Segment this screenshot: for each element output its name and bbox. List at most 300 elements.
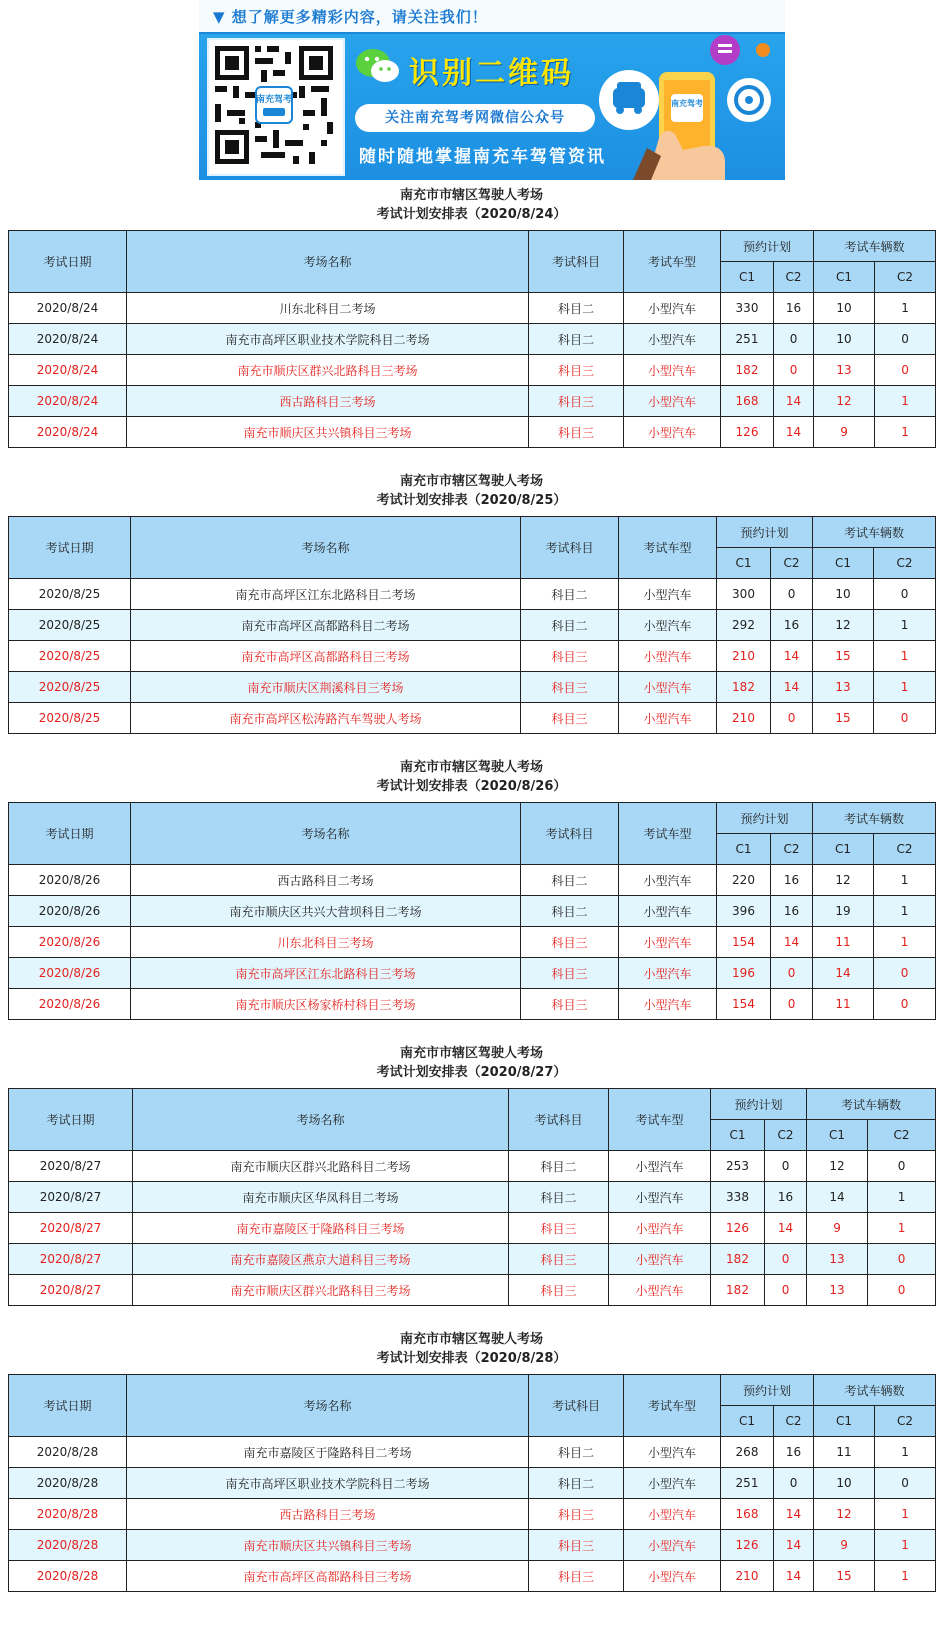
cell-plan-c1: 126 — [721, 417, 774, 448]
cell-cars-c2: 0 — [868, 1244, 936, 1275]
cell-plan-c1: 253 — [711, 1151, 765, 1182]
cell-vehicle: 小型汽车 — [619, 579, 717, 610]
table-row — [9, 579, 936, 610]
header-date: 考试日期 — [9, 1089, 133, 1151]
cell-cars-c2: 1 — [875, 1437, 936, 1468]
cell-subject: 科目三 — [529, 1561, 624, 1592]
table-row — [9, 1530, 936, 1561]
cell-date: 2020/8/25 — [9, 610, 131, 641]
cell-venue: 南充市顺庆区群兴北路科目二考场 — [133, 1151, 509, 1182]
header-date: 考试日期 — [9, 1375, 127, 1437]
header-plan: 预约计划 — [721, 231, 814, 262]
cell-venue: 南充市高坪区高都路科目三考场 — [127, 1561, 529, 1592]
cell-plan-c2: 14 — [774, 1530, 814, 1561]
cell-date: 2020/8/25 — [9, 579, 131, 610]
cell-cars-c2: 0 — [874, 989, 936, 1020]
table-row — [9, 896, 936, 927]
cell-plan-c2: 14 — [774, 1561, 814, 1592]
cell-vehicle: 小型汽车 — [619, 865, 717, 896]
cell-cars-c2: 1 — [875, 417, 936, 448]
cell-venue: 南充市高坪区高都路科目二考场 — [131, 610, 521, 641]
cell-plan-c2: 14 — [765, 1213, 807, 1244]
cell-vehicle: 小型汽车 — [609, 1182, 711, 1213]
cell-cars-c2: 0 — [868, 1151, 936, 1182]
cell-cars-c2: 1 — [874, 896, 936, 927]
cell-cars-c1: 13 — [807, 1244, 868, 1275]
cell-plan-c1: 251 — [721, 324, 774, 355]
cell-vehicle: 小型汽车 — [624, 1530, 721, 1561]
cell-venue: 南充市顺庆区群兴北路科目三考场 — [133, 1275, 509, 1306]
cell-venue: 南充市高坪区职业技术学院科目二考场 — [127, 324, 529, 355]
cell-cars-c2: 0 — [874, 579, 936, 610]
cell-date: 2020/8/27 — [9, 1275, 133, 1306]
cell-plan-c2: 16 — [771, 610, 813, 641]
header-plan: 预约计划 — [721, 1375, 814, 1406]
cell-venue: 南充市顺庆区华凤科目二考场 — [133, 1182, 509, 1213]
cell-venue: 南充市高坪区高都路科目三考场 — [131, 641, 521, 672]
cell-cars-c1: 10 — [814, 324, 875, 355]
cell-venue: 南充市高坪区江东北路科目二考场 — [131, 579, 521, 610]
qr-code-icon — [209, 40, 339, 170]
section-title: 南充市市辖区驾驶人考场 — [399, 760, 543, 775]
cell-plan-c1: 182 — [711, 1244, 765, 1275]
cell-cars-c2: 0 — [874, 703, 936, 734]
section-subtitle: 考试计划安排表（2020/8/26） — [376, 779, 567, 794]
cell-cars-c2: 1 — [875, 293, 936, 324]
banner-tagline: 随时随地掌握南充车驾管资讯 — [359, 147, 606, 167]
cell-cars-c2: 0 — [868, 1275, 936, 1306]
table-row — [9, 1275, 936, 1306]
section-title: 南充市市辖区驾驶人考场 — [399, 1046, 543, 1061]
cell-plan-c1: 396 — [717, 896, 771, 927]
header-date: 考试日期 — [9, 231, 127, 293]
schedule-table — [8, 1374, 936, 1592]
cell-cars-c1: 10 — [814, 1468, 875, 1499]
cell-date: 2020/8/24 — [9, 324, 127, 355]
cell-plan-c2: 16 — [765, 1182, 807, 1213]
header-subject: 考试科目 — [509, 1089, 609, 1151]
header-plan-c2: C2 — [771, 834, 813, 865]
header-cars-c1: C1 — [813, 548, 874, 579]
header-cars: 考试车辆数 — [814, 1375, 936, 1406]
cell-cars-c2: 1 — [875, 1561, 936, 1592]
header-cars: 考试车辆数 — [814, 231, 936, 262]
cell-cars-c2: 1 — [875, 1499, 936, 1530]
cell-date: 2020/8/28 — [9, 1437, 127, 1468]
table-row — [9, 1561, 936, 1592]
cell-cars-c2: 1 — [868, 1213, 936, 1244]
schedule-table — [8, 516, 936, 734]
cell-cars-c2: 0 — [875, 324, 936, 355]
schedule-section — [0, 186, 943, 440]
schedule-section — [0, 758, 943, 1012]
cell-vehicle: 小型汽车 — [624, 1437, 721, 1468]
wechat-promo-banner[interactable] — [199, 0, 785, 180]
wechat-icon — [355, 46, 401, 86]
cell-cars-c1: 14 — [807, 1182, 868, 1213]
cell-plan-c1: 126 — [721, 1530, 774, 1561]
cell-plan-c1: 292 — [717, 610, 771, 641]
table-row — [9, 1213, 936, 1244]
header-vehicle: 考试车型 — [609, 1089, 711, 1151]
cell-venue: 南充市嘉陵区于隆路科目二考场 — [127, 1437, 529, 1468]
table-row — [9, 1437, 936, 1468]
header-plan-c1: C1 — [717, 834, 771, 865]
cell-plan-c2: 0 — [774, 324, 814, 355]
cell-vehicle: 小型汽车 — [624, 293, 721, 324]
cell-date: 2020/8/25 — [9, 672, 131, 703]
cell-subject: 科目三 — [509, 1213, 609, 1244]
cell-date: 2020/8/26 — [9, 958, 131, 989]
cell-vehicle: 小型汽车 — [624, 1499, 721, 1530]
cell-subject: 科目三 — [529, 417, 624, 448]
cell-venue: 南充市顺庆区群兴北路科目三考场 — [127, 355, 529, 386]
cell-cars-c2: 1 — [875, 1530, 936, 1561]
cell-plan-c2: 14 — [771, 641, 813, 672]
cell-venue: 南充市顺庆区荆溪科目三考场 — [131, 672, 521, 703]
banner-header-strip — [199, 0, 785, 34]
cell-subject: 科目三 — [521, 958, 619, 989]
cell-cars-c2: 0 — [874, 958, 936, 989]
cell-cars-c2: 1 — [874, 610, 936, 641]
section-subtitle: 考试计划安排表（2020/8/25） — [376, 493, 567, 508]
scan-qr-title: 识别二维码 — [409, 56, 574, 91]
header-date: 考试日期 — [9, 517, 131, 579]
cell-plan-c2: 14 — [774, 1499, 814, 1530]
cell-vehicle: 小型汽车 — [624, 1468, 721, 1499]
cell-subject: 科目二 — [529, 1468, 624, 1499]
cell-subject: 科目二 — [529, 293, 624, 324]
table-row — [9, 1244, 936, 1275]
cell-cars-c1: 13 — [807, 1275, 868, 1306]
table-row — [9, 989, 936, 1020]
schedule-table — [8, 230, 936, 448]
cell-date: 2020/8/26 — [9, 896, 131, 927]
header-cars: 考试车辆数 — [813, 517, 936, 548]
cell-cars-c1: 15 — [813, 703, 874, 734]
cell-cars-c2: 0 — [875, 1468, 936, 1499]
cell-date: 2020/8/26 — [9, 865, 131, 896]
cell-plan-c1: 182 — [717, 672, 771, 703]
cell-plan-c1: 251 — [721, 1468, 774, 1499]
cell-vehicle: 小型汽车 — [619, 958, 717, 989]
cell-venue: 南充市高坪区松涛路汽车驾驶人考场 — [131, 703, 521, 734]
cell-cars-c1: 12 — [814, 1499, 875, 1530]
cell-subject: 科目二 — [521, 865, 619, 896]
cell-subject: 科目三 — [509, 1275, 609, 1306]
header-plan-c1: C1 — [711, 1120, 765, 1151]
cell-vehicle: 小型汽车 — [624, 355, 721, 386]
cell-cars-c1: 15 — [813, 641, 874, 672]
cell-plan-c2: 16 — [774, 1437, 814, 1468]
header-vehicle: 考试车型 — [624, 231, 721, 293]
cell-vehicle: 小型汽车 — [619, 641, 717, 672]
header-plan-c2: C2 — [774, 1406, 814, 1437]
cell-subject: 科目二 — [529, 1437, 624, 1468]
header-venue: 考场名称 — [127, 231, 529, 293]
header-cars: 考试车辆数 — [813, 803, 936, 834]
cell-plan-c2: 0 — [774, 355, 814, 386]
cell-venue: 西古路科目三考场 — [127, 386, 529, 417]
header-cars: 考试车辆数 — [807, 1089, 936, 1120]
cell-plan-c1: 338 — [711, 1182, 765, 1213]
header-cars-c2: C2 — [875, 262, 936, 293]
cell-vehicle: 小型汽车 — [619, 896, 717, 927]
cell-cars-c1: 9 — [814, 417, 875, 448]
header-plan-c2: C2 — [774, 262, 814, 293]
cell-plan-c2: 14 — [771, 927, 813, 958]
header-plan-c2: C2 — [771, 548, 813, 579]
cell-cars-c2: 0 — [875, 355, 936, 386]
cell-vehicle: 小型汽车 — [609, 1151, 711, 1182]
table-row — [9, 610, 936, 641]
header-subject: 考试科目 — [521, 803, 619, 865]
header-plan: 预约计划 — [717, 803, 813, 834]
section-title: 南充市市辖区驾驶人考场 — [399, 188, 543, 203]
cell-subject: 科目二 — [521, 610, 619, 641]
table-row — [9, 1468, 936, 1499]
cell-venue: 南充市嘉陵区燕京大道科目三考场 — [133, 1244, 509, 1275]
schedule-section — [0, 1330, 943, 1584]
cell-subject: 科目三 — [529, 1499, 624, 1530]
cell-vehicle: 小型汽车 — [619, 989, 717, 1020]
header-cars-c2: C2 — [868, 1120, 936, 1151]
cell-plan-c2: 0 — [771, 989, 813, 1020]
header-date: 考试日期 — [9, 803, 131, 865]
cell-date: 2020/8/28 — [9, 1468, 127, 1499]
cell-vehicle: 小型汽车 — [624, 1561, 721, 1592]
header-subject: 考试科目 — [529, 231, 624, 293]
cell-plan-c1: 154 — [717, 927, 771, 958]
cell-date: 2020/8/26 — [9, 989, 131, 1020]
cell-subject: 科目二 — [521, 896, 619, 927]
cell-plan-c2: 14 — [771, 672, 813, 703]
table-row — [9, 1499, 936, 1530]
cell-cars-c1: 15 — [814, 1561, 875, 1592]
cell-plan-c2: 16 — [771, 896, 813, 927]
cell-venue: 南充市高坪区职业技术学院科目二考场 — [127, 1468, 529, 1499]
table-row — [9, 1182, 936, 1213]
table-row — [9, 958, 936, 989]
cell-plan-c1: 210 — [717, 703, 771, 734]
cell-vehicle: 小型汽车 — [609, 1244, 711, 1275]
cell-subject: 科目三 — [521, 989, 619, 1020]
banner-header-text: ▼ 想了解更多精彩内容，请关注我们！ — [213, 8, 488, 26]
header-cars-c1: C1 — [814, 262, 875, 293]
cell-date: 2020/8/27 — [9, 1151, 133, 1182]
header-cars-c2: C2 — [874, 548, 936, 579]
cell-vehicle: 小型汽车 — [609, 1275, 711, 1306]
cell-venue: 川东北科目三考场 — [131, 927, 521, 958]
cell-cars-c1: 19 — [813, 896, 874, 927]
section-subtitle: 考试计划安排表（2020/8/24） — [376, 207, 567, 222]
cell-cars-c1: 12 — [807, 1151, 868, 1182]
cell-subject: 科目三 — [521, 641, 619, 672]
schedule-section — [0, 472, 943, 726]
header-venue: 考场名称 — [131, 517, 521, 579]
cell-date: 2020/8/28 — [9, 1530, 127, 1561]
cell-subject: 科目二 — [509, 1182, 609, 1213]
cell-date: 2020/8/24 — [9, 355, 127, 386]
header-plan: 预约计划 — [717, 517, 813, 548]
cell-plan-c1: 300 — [717, 579, 771, 610]
cell-subject: 科目三 — [509, 1244, 609, 1275]
cell-date: 2020/8/27 — [9, 1244, 133, 1275]
cell-subject: 科目二 — [509, 1151, 609, 1182]
cell-cars-c2: 1 — [875, 386, 936, 417]
header-plan: 预约计划 — [711, 1089, 807, 1120]
schedule-table — [8, 802, 936, 1020]
cell-plan-c2: 0 — [771, 958, 813, 989]
cell-venue: 南充市嘉陵区于隆路科目三考场 — [133, 1213, 509, 1244]
cell-cars-c1: 12 — [813, 610, 874, 641]
header-venue: 考场名称 — [131, 803, 521, 865]
table-row — [9, 355, 936, 386]
follow-account-pill: 关注南充驾考网微信公众号 — [355, 104, 595, 132]
cell-cars-c1: 11 — [813, 927, 874, 958]
cell-plan-c2: 0 — [774, 1468, 814, 1499]
cell-cars-c1: 14 — [813, 958, 874, 989]
cell-plan-c2: 0 — [765, 1275, 807, 1306]
cell-plan-c1: 210 — [717, 641, 771, 672]
cell-vehicle: 小型汽车 — [619, 703, 717, 734]
cell-plan-c2: 16 — [774, 293, 814, 324]
cell-vehicle: 小型汽车 — [619, 672, 717, 703]
cell-date: 2020/8/24 — [9, 386, 127, 417]
cell-plan-c1: 210 — [721, 1561, 774, 1592]
header-cars-c1: C1 — [814, 1406, 875, 1437]
schedule-table — [8, 1088, 936, 1306]
schedule-section — [0, 1044, 943, 1298]
table-row — [9, 672, 936, 703]
cell-cars-c2: 1 — [874, 672, 936, 703]
cell-date: 2020/8/25 — [9, 641, 131, 672]
table-row — [9, 324, 936, 355]
cell-plan-c1: 168 — [721, 1499, 774, 1530]
cell-subject: 科目三 — [529, 386, 624, 417]
table-row — [9, 865, 936, 896]
cell-venue: 南充市顺庆区共兴大营坝科目二考场 — [131, 896, 521, 927]
header-venue: 考场名称 — [133, 1089, 509, 1151]
cell-plan-c1: 154 — [717, 989, 771, 1020]
header-plan-c1: C1 — [721, 262, 774, 293]
cell-subject: 科目三 — [529, 355, 624, 386]
cell-subject: 科目三 — [521, 672, 619, 703]
cell-cars-c2: 1 — [874, 865, 936, 896]
table-row — [9, 641, 936, 672]
header-plan-c1: C1 — [721, 1406, 774, 1437]
header-subject: 考试科目 — [521, 517, 619, 579]
section-subtitle: 考试计划安排表（2020/8/27） — [376, 1065, 567, 1080]
cell-subject: 科目三 — [529, 1530, 624, 1561]
header-vehicle: 考试车型 — [619, 517, 717, 579]
cell-subject: 科目三 — [521, 703, 619, 734]
header-cars-c2: C2 — [875, 1406, 936, 1437]
cell-venue: 南充市顺庆区共兴镇科目三考场 — [127, 417, 529, 448]
cell-vehicle: 小型汽车 — [624, 324, 721, 355]
cell-cars-c2: 1 — [874, 641, 936, 672]
cell-cars-c1: 9 — [814, 1530, 875, 1561]
cell-plan-c2: 16 — [771, 865, 813, 896]
cell-plan-c1: 182 — [711, 1275, 765, 1306]
cell-vehicle: 小型汽车 — [609, 1213, 711, 1244]
cell-subject: 科目二 — [521, 579, 619, 610]
cell-venue: 川东北科目二考场 — [127, 293, 529, 324]
cell-date: 2020/8/27 — [9, 1213, 133, 1244]
cell-cars-c1: 9 — [807, 1213, 868, 1244]
cell-plan-c1: 268 — [721, 1437, 774, 1468]
cell-plan-c2: 0 — [771, 703, 813, 734]
cell-venue: 南充市高坪区江东北路科目三考场 — [131, 958, 521, 989]
cell-cars-c1: 12 — [813, 865, 874, 896]
section-title: 南充市市辖区驾驶人考场 — [399, 1332, 543, 1347]
cell-date: 2020/8/25 — [9, 703, 131, 734]
phone-hand-illustration — [599, 30, 785, 180]
cell-plan-c1: 330 — [721, 293, 774, 324]
qr-code[interactable] — [207, 38, 345, 176]
header-venue: 考场名称 — [127, 1375, 529, 1437]
header-vehicle: 考试车型 — [624, 1375, 721, 1437]
phone-badge-text: 南充驾考 — [671, 99, 703, 108]
cell-plan-c1: 168 — [721, 386, 774, 417]
cell-date: 2020/8/24 — [9, 293, 127, 324]
cell-vehicle: 小型汽车 — [624, 417, 721, 448]
cell-plan-c1: 196 — [717, 958, 771, 989]
table-row — [9, 703, 936, 734]
cell-cars-c1: 13 — [813, 672, 874, 703]
cell-subject: 科目二 — [529, 324, 624, 355]
header-vehicle: 考试车型 — [619, 803, 717, 865]
cell-cars-c2: 1 — [874, 927, 936, 958]
section-subtitle: 考试计划安排表（2020/8/28） — [376, 1351, 567, 1366]
cell-plan-c2: 14 — [774, 417, 814, 448]
header-subject: 考试科目 — [529, 1375, 624, 1437]
cell-date: 2020/8/28 — [9, 1561, 127, 1592]
table-row — [9, 1151, 936, 1182]
cell-cars-c1: 11 — [814, 1437, 875, 1468]
cell-cars-c1: 11 — [813, 989, 874, 1020]
header-cars-c1: C1 — [807, 1120, 868, 1151]
cell-cars-c1: 10 — [814, 293, 875, 324]
cell-cars-c1: 10 — [813, 579, 874, 610]
cell-vehicle: 小型汽车 — [624, 386, 721, 417]
cell-venue: 南充市顺庆区共兴镇科目三考场 — [127, 1530, 529, 1561]
header-cars-c2: C2 — [874, 834, 936, 865]
header-cars-c1: C1 — [813, 834, 874, 865]
table-row — [9, 293, 936, 324]
cell-plan-c1: 126 — [711, 1213, 765, 1244]
cell-vehicle: 小型汽车 — [619, 927, 717, 958]
cell-plan-c1: 220 — [717, 865, 771, 896]
cell-plan-c2: 0 — [765, 1244, 807, 1275]
cell-date: 2020/8/27 — [9, 1182, 133, 1213]
cell-cars-c1: 13 — [814, 355, 875, 386]
table-row — [9, 417, 936, 448]
cell-date: 2020/8/28 — [9, 1499, 127, 1530]
cell-subject: 科目三 — [521, 927, 619, 958]
cell-date: 2020/8/24 — [9, 417, 127, 448]
section-title: 南充市市辖区驾驶人考场 — [399, 474, 543, 489]
cell-plan-c1: 182 — [721, 355, 774, 386]
header-plan-c2: C2 — [765, 1120, 807, 1151]
cell-vehicle: 小型汽车 — [619, 610, 717, 641]
cell-venue: 西古路科目二考场 — [131, 865, 521, 896]
cell-venue: 西古路科目三考场 — [127, 1499, 529, 1530]
table-row — [9, 386, 936, 417]
cell-cars-c1: 12 — [814, 386, 875, 417]
qr-logo-text: 南充驾考 — [255, 95, 293, 105]
table-row — [9, 927, 936, 958]
